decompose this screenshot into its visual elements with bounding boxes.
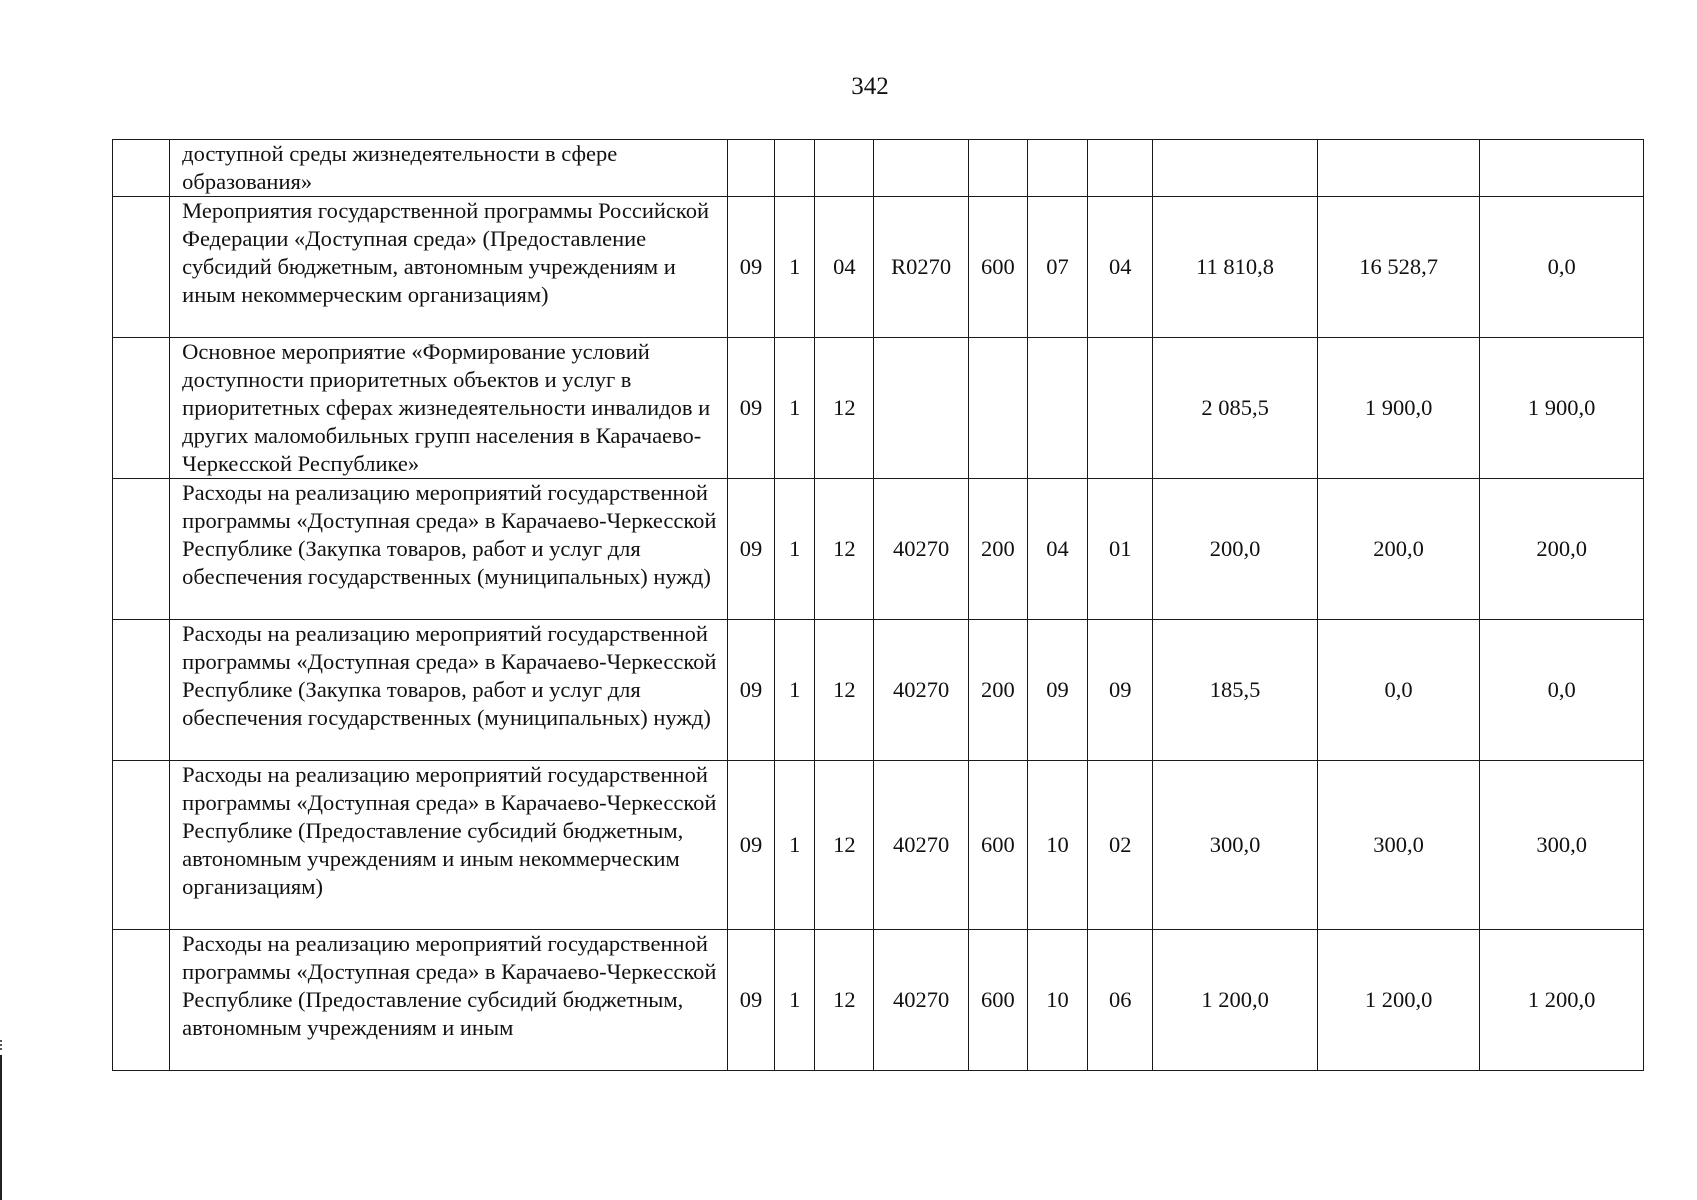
item-name-cell: доступной среды жизнедеятельности в сфере образования» <box>170 140 728 197</box>
table-row <box>113 479 1644 620</box>
code-section-cell <box>1027 140 1087 197</box>
table-row <box>113 620 1644 761</box>
code-expense-type-cell <box>968 140 1027 197</box>
code-ministry-cell <box>727 140 774 197</box>
amount-year3-cell: 0,0 <box>1480 197 1644 338</box>
code-ministry-cell: 09 <box>727 930 774 1071</box>
amount-year2-cell: 1 200,0 <box>1317 930 1480 1071</box>
item-name-cell: Основное мероприятие «Формирование условий доступности приоритетных объектов и услуг в приоритетных сферах жизнедеятельности инвалидов и других маломобильных групп населения в Карачаево-Черкесской Республике» <box>170 338 728 479</box>
code-subsection-cell: 02 <box>1088 761 1153 930</box>
code-subsection-cell: 09 <box>1088 620 1153 761</box>
code-direction-cell <box>874 338 968 479</box>
code-program-cell: 1 <box>775 479 815 620</box>
amount-year1-cell <box>1153 140 1318 197</box>
row-number-cell <box>113 140 170 197</box>
code-ministry-cell: 09 <box>727 479 774 620</box>
amount-year3-cell <box>1480 140 1644 197</box>
item-name-cell: Расходы на реализацию мероприятий государственной программы «Доступная среда» в Карачаево-Черкесской Республике (Предоставление субсидий бюджетным, автономным учреждениям и иным некоммерческим организациям) <box>170 761 728 930</box>
code-ministry-cell: 09 <box>727 620 774 761</box>
table-row <box>113 338 1644 479</box>
table-row <box>113 930 1644 1071</box>
amount-year1-cell: 300,0 <box>1153 761 1318 930</box>
amount-year2-cell: 0,0 <box>1317 620 1480 761</box>
amount-year2-cell: 1 900,0 <box>1317 338 1480 479</box>
code-section-cell: 07 <box>1027 197 1087 338</box>
code-expense-type-cell: 600 <box>968 930 1027 1071</box>
code-ministry-cell: 09 <box>727 761 774 930</box>
code-subprogram-cell: 12 <box>815 620 874 761</box>
amount-year1-cell: 185,5 <box>1153 620 1318 761</box>
code-section-cell: 10 <box>1027 930 1087 1071</box>
code-subsection-cell <box>1088 338 1153 479</box>
budget-table <box>112 139 1644 1071</box>
code-section-cell: 10 <box>1027 761 1087 930</box>
amount-year3-cell: 200,0 <box>1480 479 1644 620</box>
code-expense-type-cell: 200 <box>968 620 1027 761</box>
code-program-cell: 1 <box>775 197 815 338</box>
page-number: 342 <box>851 73 889 100</box>
code-direction-cell <box>874 140 968 197</box>
scan-margin-dots <box>0 1040 4 1050</box>
code-direction-cell: 40270 <box>874 930 968 1071</box>
code-subprogram-cell: 12 <box>815 338 874 479</box>
code-program-cell <box>775 140 815 197</box>
table-row <box>113 140 1644 197</box>
amount-year2-cell: 16 528,7 <box>1317 197 1480 338</box>
code-ministry-cell: 09 <box>727 197 774 338</box>
code-program-cell: 1 <box>775 338 815 479</box>
amount-year3-cell: 1 900,0 <box>1480 338 1644 479</box>
row-number-cell <box>113 479 170 620</box>
code-ministry-cell: 09 <box>727 338 774 479</box>
code-subprogram-cell: 12 <box>815 479 874 620</box>
code-program-cell: 1 <box>775 761 815 930</box>
row-number-cell <box>113 620 170 761</box>
code-section-cell: 04 <box>1027 479 1087 620</box>
scan-margin-line <box>0 1055 2 1200</box>
code-section-cell <box>1027 338 1087 479</box>
amount-year2-cell: 200,0 <box>1317 479 1480 620</box>
code-subprogram-cell: 12 <box>815 761 874 930</box>
row-number-cell <box>113 761 170 930</box>
table-row <box>113 197 1644 338</box>
code-subprogram-cell: 04 <box>815 197 874 338</box>
code-subsection-cell: 06 <box>1088 930 1153 1071</box>
amount-year3-cell: 300,0 <box>1480 761 1644 930</box>
code-section-cell: 09 <box>1027 620 1087 761</box>
item-name-cell: Расходы на реализацию мероприятий государственной программы «Доступная среда» в Карачаево-Черкесской Республике (Предоставление субсидий бюджетным, автономным учреждениям и иным <box>170 930 728 1071</box>
code-expense-type-cell: 600 <box>968 761 1027 930</box>
amount-year1-cell: 11 810,8 <box>1153 197 1318 338</box>
item-name-cell: Расходы на реализацию мероприятий государственной программы «Доступная среда» в Карачаево-Черкесской Республике (Закупка товаров, работ и услуг для обеспечения государственных (муниципальных) нужд) <box>170 479 728 620</box>
amount-year2-cell: 300,0 <box>1317 761 1480 930</box>
code-direction-cell: 40270 <box>874 761 968 930</box>
code-direction-cell: 40270 <box>874 620 968 761</box>
amount-year3-cell: 1 200,0 <box>1480 930 1644 1071</box>
row-number-cell <box>113 197 170 338</box>
code-subsection-cell <box>1088 140 1153 197</box>
amount-year1-cell: 2 085,5 <box>1153 338 1318 479</box>
amount-year2-cell <box>1317 140 1480 197</box>
code-direction-cell: 40270 <box>874 479 968 620</box>
code-program-cell: 1 <box>775 930 815 1071</box>
amount-year1-cell: 1 200,0 <box>1153 930 1318 1071</box>
row-number-cell <box>113 930 170 1071</box>
code-expense-type-cell: 200 <box>968 479 1027 620</box>
code-expense-type-cell <box>968 338 1027 479</box>
code-expense-type-cell: 600 <box>968 197 1027 338</box>
table-row <box>113 761 1644 930</box>
amount-year3-cell: 0,0 <box>1480 620 1644 761</box>
code-subsection-cell: 01 <box>1088 479 1153 620</box>
code-subprogram-cell <box>815 140 874 197</box>
item-name-cell: Расходы на реализацию мероприятий государственной программы «Доступная среда» в Карачаево-Черкесской Республике (Закупка товаров, работ и услуг для обеспечения государственных (муниципальных) нужд) <box>170 620 728 761</box>
code-subprogram-cell: 12 <box>815 930 874 1071</box>
code-program-cell: 1 <box>775 620 815 761</box>
row-number-cell <box>113 338 170 479</box>
code-subsection-cell: 04 <box>1088 197 1153 338</box>
code-direction-cell: R0270 <box>874 197 968 338</box>
amount-year1-cell: 200,0 <box>1153 479 1318 620</box>
item-name-cell: Мероприятия государственной программы Российской Федерации «Доступная среда» (Предоставление субсидий бюджетным, автономным учреждениям и иным некоммерческим организациям) <box>170 197 728 338</box>
